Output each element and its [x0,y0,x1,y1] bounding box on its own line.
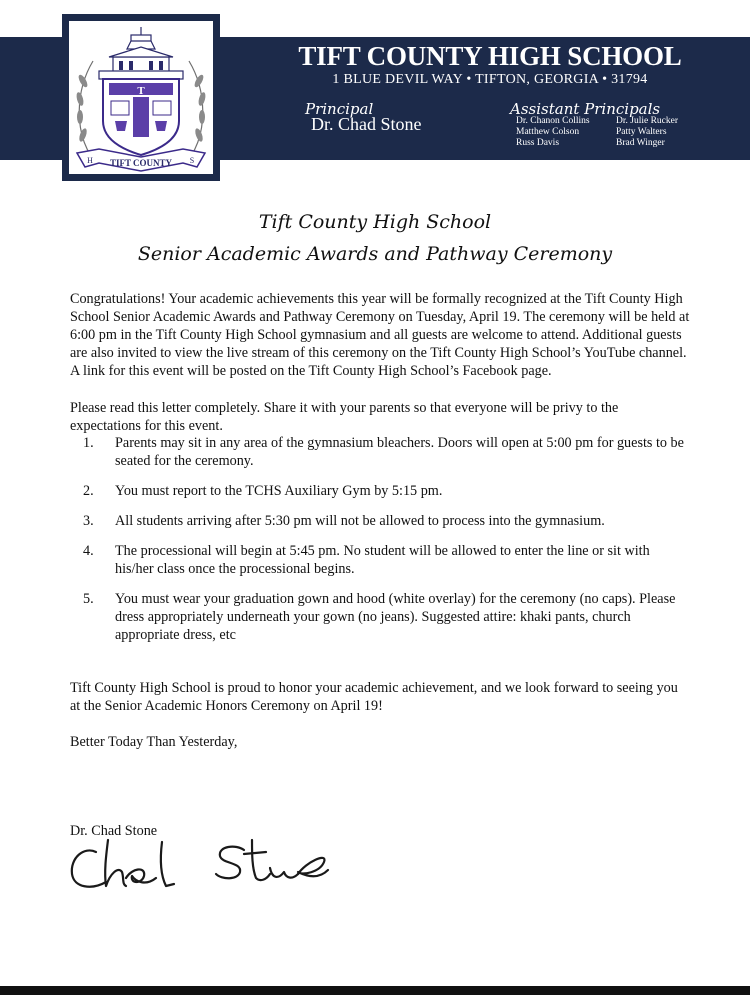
sign-off: Better Today Than Yesterday, [70,734,238,750]
list-item-text: All students arriving after 5:30 pm will not be allowed to process into the gymnasium. [115,513,605,529]
seal-ribbon-text: TIFT COUNTY [109,158,173,168]
list-item-number: 1. [83,435,94,451]
expectations-list [70,434,690,644]
school-seal-frame [62,14,220,181]
school-name: TIFT COUNTY HIGH SCHOOL [298,41,682,71]
closing-paragraph: Tift County High School is proud to honor your academic achievement, and we look forward to seeing you at the Senior Academic Honors Ceremony on April 19! [70,680,678,714]
school-seal [69,21,213,174]
assistant-principals-col1 [516,116,590,149]
handwritten-signature [66,838,336,898]
seal-letter-h: H [87,156,93,165]
assistant-principal-name: Russ Davis [516,138,560,148]
list-item [70,590,690,644]
principal-label: Principal [305,100,374,118]
assistant-principals-label: Assistant Principals [510,100,661,118]
list-item [70,482,690,500]
assistant-principal-name: Patty Walters [616,127,667,137]
list-item [70,542,690,578]
school-address: 1 BLUE DEVIL WAY • TIFTON, GEORGIA • 31794 [332,72,648,87]
seal-icon [69,21,213,174]
assistant-principal-name: Dr. Julie Rucker [616,116,679,126]
list-item-number: 5. [83,591,94,607]
seal-letter-t: T [137,85,145,97]
list-item-number: 2. [83,483,94,499]
assistant-principal-name: Brad Winger [616,138,665,148]
list-item-text: Parents may sit in any area of the gymnasium bleachers. Doors will open at 5:00 pm for guests to be seated for the ceremony. [115,435,684,469]
signatory-name: Dr. Chad Stone [70,823,158,839]
assistant-principals-col2 [616,116,678,149]
instructions-paragraph: Please read this letter completely. Share it with your parents so that everyone will be privy to the expectations for this event. [70,400,619,434]
letter-title: Tift County High School [258,211,492,233]
list-item [70,434,690,470]
intro-paragraph: Congratulations! Your academic achievements this year will be formally recognized at the Tift County High School Senior Academic Awards and Pathway Ceremony on Tuesday, April 19. The ceremony will be held at 6:00 pm in the Tift County High School gymnasium and all guests are welcome to attend. Additional guests are also invited to view the live stream of this ceremony on the Tift County High School’s YouTube channel. A link for this event will be posted on the Tift County High School’s Facebook page. [70,291,690,379]
list-item-text: You must report to the TCHS Auxiliary Gym by 5:15 pm. [115,483,443,499]
assistant-principal-name: Dr. Chanon Collins [516,116,590,126]
letter-subtitle: Senior Academic Awards and Pathway Ceremony [137,243,613,265]
list-item-number: 3. [83,513,94,529]
list-item [70,512,690,530]
list-item-text: You must wear your graduation gown and hood (white overlay) for the ceremony (no caps). Please dress appropriately underneath your gown (no jeans). Suggested attire: khaki pants, church appropriate dress, etc [115,591,676,643]
seal-letter-s: S [189,156,195,165]
assistant-principal-name: Matthew Colson [516,127,580,137]
principal-name: Dr. Chad Stone [311,114,422,134]
bottom-edge-bar [0,986,750,995]
list-item-number: 4. [83,543,94,559]
list-item-text: The processional will begin at 5:45 pm. No student will be allowed to enter the line or sit with his/her class once the processional begins. [115,543,650,577]
